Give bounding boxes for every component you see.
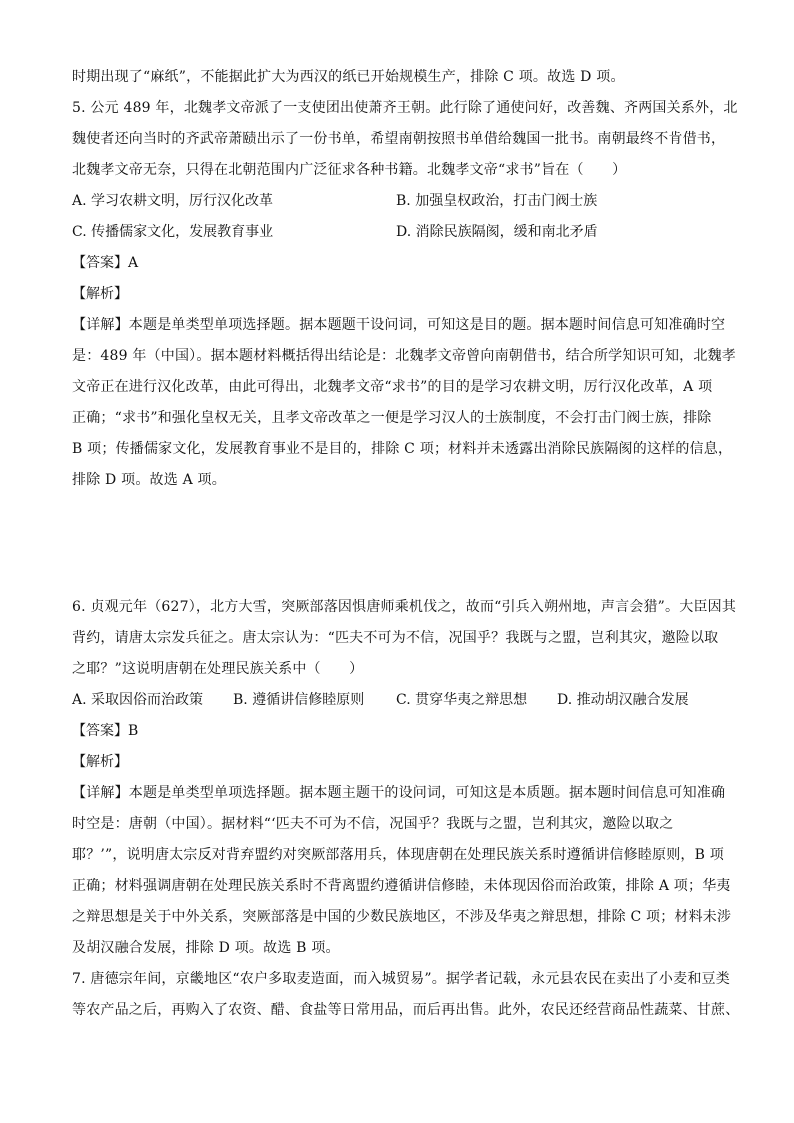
q6-stem-line-3: 之耶？”这说明唐朝在处理民族关系中（ ） (72, 661, 364, 677)
q5-detail-line-6: 排除 D 项。故选 A 项。 (72, 472, 226, 488)
q6-analysis-label: 【解析】 (72, 754, 128, 770)
q6-detail-line-4: 正确；材料强调唐朝在处理民族关系时不背离盟约遵循讲信修睦，未体现因俗而治政策，排除 A 项；华夷 (72, 878, 731, 894)
q6-detail-line-3: 耶？’”，说明唐太宗反对背弃盟约对突厥部落用兵，体现唐朝在处理民族关系时遵循讲信修睦原则，B 项 (72, 847, 724, 863)
q5-option-d: D. 消除民族隔阂，缓和南北矛盾 (396, 224, 598, 240)
q5-detail-line-2: 是：489 年（中国）。据本题材料概括得出结论是：北魏孝文帝曾向南朝借书，结合所学知识可知，北魏孝 (72, 348, 736, 364)
q5-answer: 【答案】A (72, 255, 139, 271)
q6-detail-line-1: 【详解】本题是单类型单项选择题。据本题主题干的设问词，可知这是本质题。据本题时间信息可知准确 (72, 785, 726, 801)
q6-detail-line-2: 时空是：唐朝（中国）。据材料“‘匹夫不可为不信，况国乎？我既与之盟，岂利其灾，邀险以取之 (72, 816, 674, 832)
q6-detail-line-5: 之辩思想是关于中外关系，突厥部落是中国的少数民族地区，不涉及华夷之辩思想，排除 C 项；材料未涉 (72, 909, 732, 925)
q7-stem-line-2: 等农产品之后，再购入了农资、醋、食盐等日常用品，而后再出售。此外，农民还经营商品性蔬菜、甘蔗、 (72, 1002, 740, 1018)
q5-option-b: B. 加强皇权政治，打击门阀士族 (396, 193, 598, 209)
q6-answer: 【答案】B (72, 723, 139, 739)
q5-stem-line-3: 北魏孝文帝无奈，只得在北朝范围内广泛征求各种书籍。北魏孝文帝“求书”旨在（ ） (72, 162, 627, 178)
q6-detail-line-6: 及胡汉融合发展，排除 D 项。故选 B 项。 (72, 940, 340, 956)
q5-stem-line-1: 5. 公元 489 年，北魏孝文帝派了一支使团出使萧齐王朝。此行除了通使问好，改善魏、齐两国关系外，北 (72, 100, 738, 116)
q6-stem-line-1: 6. 贞观元年（627），北方大雪，突厥部落因惧唐师乘机伐之，故而“引兵入朔州地，声言会猎”。大臣因其 (72, 599, 737, 615)
q6-option-a: A. 采取因俗而治政策 (72, 692, 204, 708)
q6-stem-line-2: 背约，请唐太宗发兵征之。唐太宗认为：“匹夫不可为不信，况国乎？我既与之盟，岂利其灾，邀险以取 (72, 630, 719, 646)
q5-stem-line-2: 魏使者还向当时的齐武帝萧赜出示了一份书单，希望南朝按照书单借给魏国一批书。南朝最终不肯借书， (72, 131, 726, 147)
q5-detail-line-5: B 项；传播儒家文化，发展教育事业不是目的，排除 C 项；材料并未透露出消除民族隔阂的这样的信息， (72, 441, 733, 457)
q5-detail-line-4: 正确；“求书”和强化皇权无关，且孝文帝改革之一便是学习汉人的士族制度，不会打击门阀士族，排除 (72, 410, 712, 426)
q6-option-d: D. 推动胡汉融合发展 (557, 692, 689, 708)
q5-detail-line-1: 【详解】本题是单类型单项选择题。据本题题干设问词，可知这是目的题。据本题时间信息可知准确时空 (72, 317, 726, 333)
q5-option-c: C. 传播儒家文化，发展教育事业 (72, 224, 274, 240)
q4-tail-line: 时期出现了“麻纸”，不能据此扩大为西汉的纸已开始规模生产，排除 C 项。故选 D 项。 (72, 69, 625, 85)
q5-option-a: A. 学习农耕文明，厉行汉化改革 (72, 193, 274, 209)
q7-stem-line-1: 7. 唐德宗年间，京畿地区“农户多取麦造面，而入城贸易”。据学者记载，永元县农民在卖出了小麦和豆类 (72, 971, 730, 987)
q6-option-c: C. 贯穿华夷之辩思想 (396, 692, 528, 708)
q6-option-b: B. 遵循讲信修睦原则 (233, 692, 365, 708)
q5-analysis-label: 【解析】 (72, 286, 128, 302)
q5-detail-line-3: 文帝正在进行汉化改革，由此可得出，北魏孝文帝“求书”的目的是学习农耕文明，厉行汉化改革，A 项 (72, 379, 713, 395)
